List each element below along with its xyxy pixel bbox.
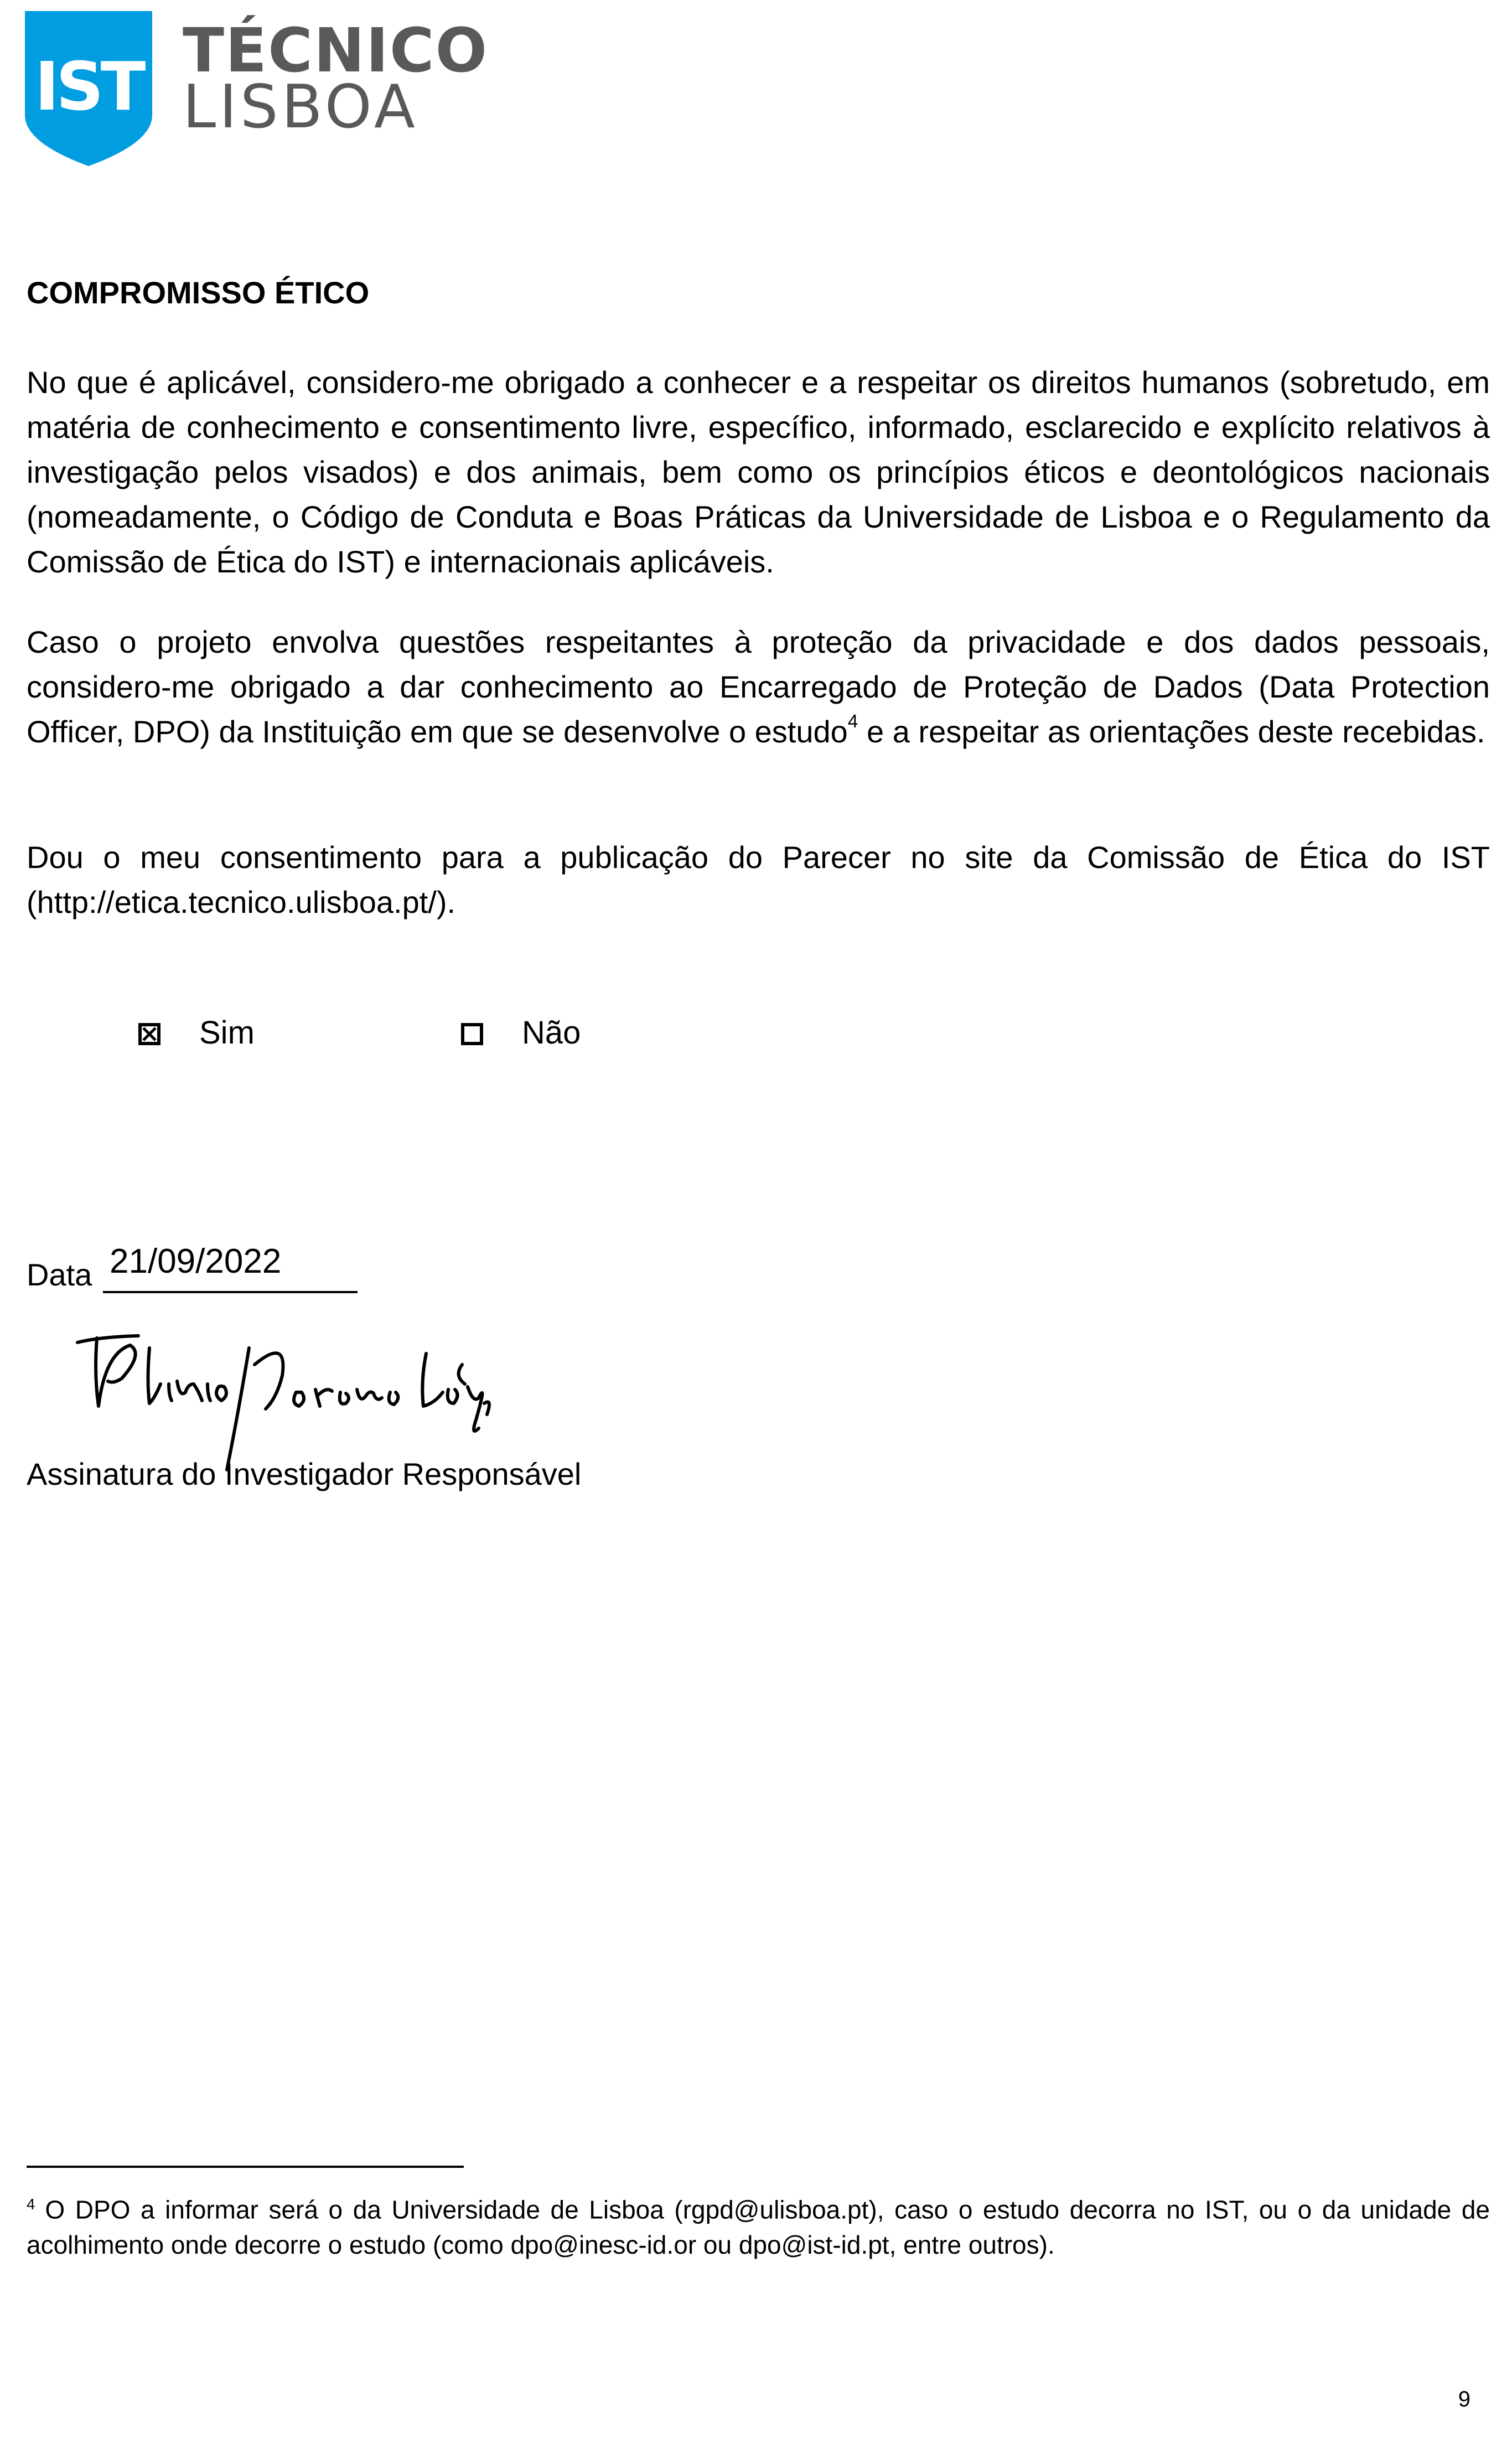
footnote-marker: 4	[27, 2196, 35, 2213]
footnote-text: O DPO a informar será o da Universidade de Lisboa (rgpd@ulisboa.pt), caso o estudo decorra no IST, ou o da unidade de acolhimento onde decorre o estudo (como dpo@inesc-id.or ou dpo@ist-id.pt, entre outros).	[27, 2195, 1490, 2259]
paragraph-privacy-text: Caso o projeto envolva questões respeitantes à proteção da privacidade e dos dados pessoais, considero-me obrigado a dar conhecimento ao Encarregado de Proteção de Dados (Data Protection Officer, DPO) da Instituição em que se desenvolve o estudo	[27, 624, 1490, 749]
section-heading: COMPROMISSO ÉTICO	[27, 275, 370, 310]
paragraph-consent: Dou o meu consentimento para a publicação do Parecer no site da Comissão de Ética do IST (http://etica.tecnico.ulisboa.pt/).	[27, 840, 1490, 920]
footnote-rule	[27, 2166, 464, 2168]
logo-text-lisboa: LISBOA	[183, 73, 418, 142]
date-underline	[103, 1291, 358, 1293]
paragraph-ethics: No que é aplicável, considero-me obrigado a conhecer e a respeitar os direitos humanos (sobretudo, em matéria de conhecimento e consentimento livre, específico, informado, esclarecido e explícito relativos à investigação pelos visados) e dos animais, bem como os princípios éticos e deontológicos nacionais (nomeadamente, o Código de Conduta e Boas Práticas da Universidade de Lisboa e o Regulamento da Comissão de Ética do IST) e internacionais aplicáveis.	[27, 365, 1490, 579]
sim-label: Sim	[199, 1015, 255, 1051]
date-label: Data	[27, 1257, 92, 1292]
sim-checkbox[interactable]	[138, 1023, 160, 1045]
paragraph-privacy	[27, 619, 1490, 754]
page-number: 9	[1458, 2387, 1470, 2411]
footnote-reference: 4	[847, 711, 858, 732]
logo-text-tecnico: TÉCNICO	[183, 15, 489, 86]
check-x-icon	[142, 1026, 157, 1042]
ist-logo-icon	[25, 11, 152, 166]
footnote	[27, 2187, 1490, 2263]
nao-checkbox[interactable]	[461, 1023, 483, 1045]
handwritten-signature	[66, 1331, 498, 1475]
paragraph-privacy-text-end: e a respeitar as orientações deste recebidas.	[858, 714, 1485, 749]
signature-caption: Assinatura do Investigador Responsável	[27, 1456, 582, 1491]
nao-label: Não	[522, 1015, 581, 1051]
date-field[interactable]: 21/09/2022	[110, 1242, 282, 1280]
logo-mark: IST	[34, 49, 143, 126]
